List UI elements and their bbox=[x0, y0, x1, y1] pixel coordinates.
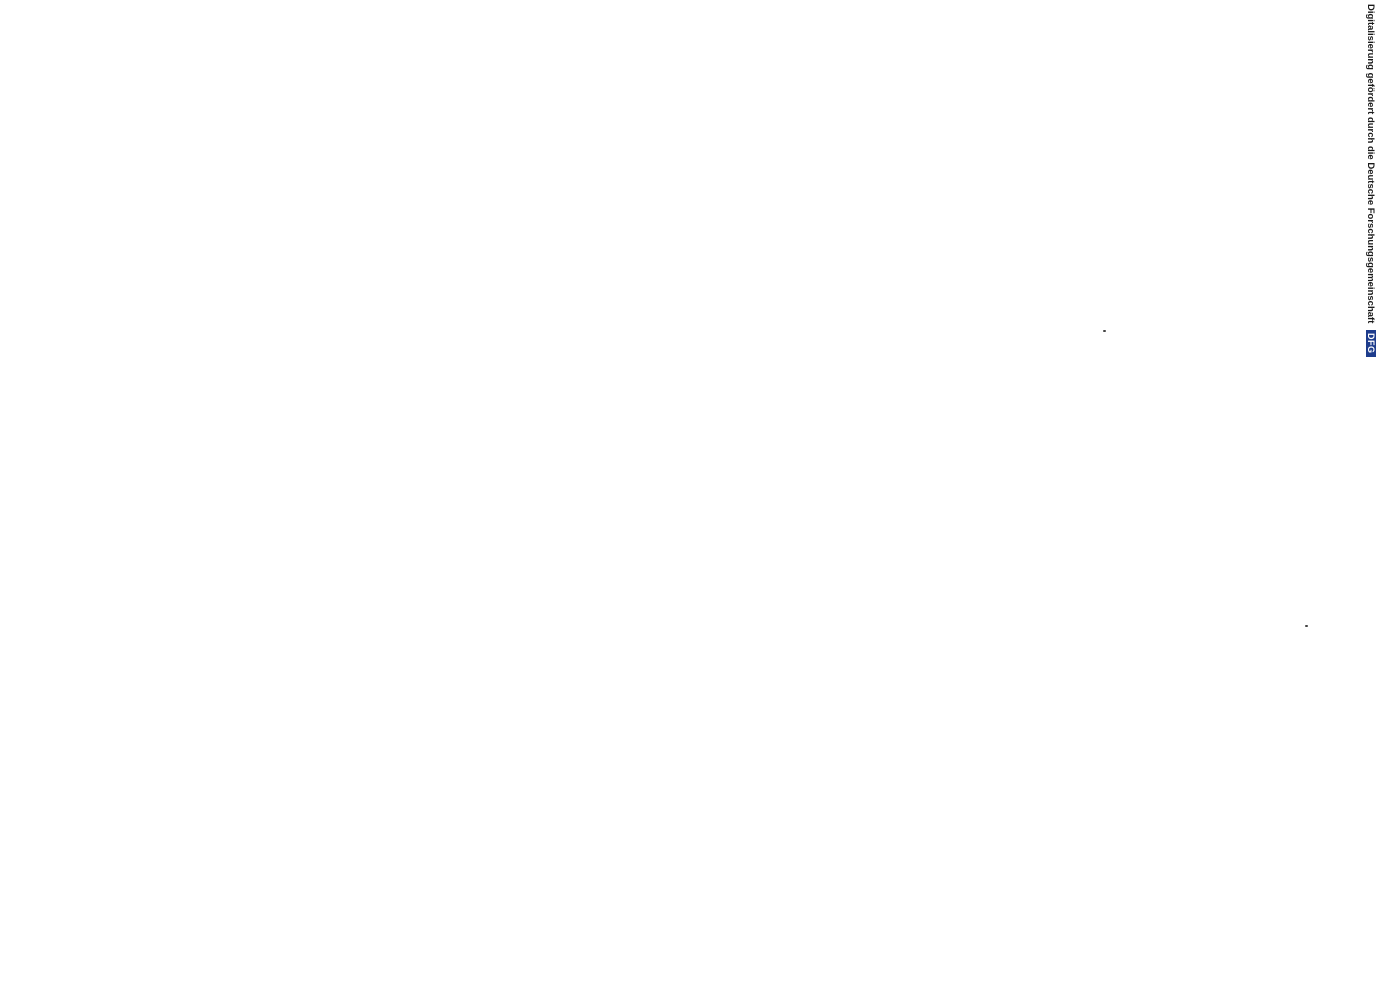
dfg-credit-text: Digitalisierung gefördert durch die Deutsche Forschungsgemeinschaft bbox=[1365, 4, 1376, 324]
dfg-credit-strip bbox=[1362, 4, 1376, 394]
scan-speck bbox=[1103, 330, 1106, 332]
dfg-credit-inner bbox=[1362, 4, 1376, 394]
scan-speck bbox=[1305, 625, 1308, 627]
dfg-logo: DFG bbox=[1366, 330, 1376, 357]
